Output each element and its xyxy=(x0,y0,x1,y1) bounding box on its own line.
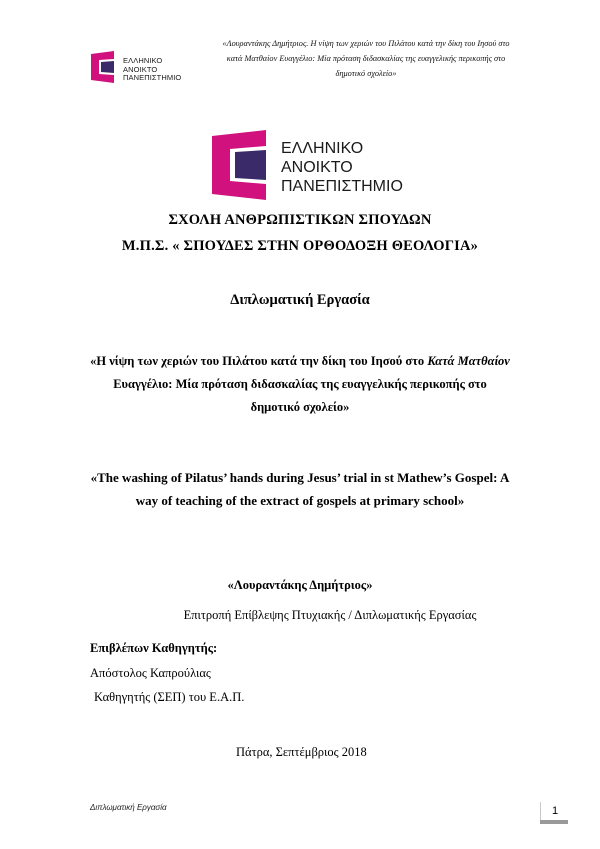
university-logo-large-mark-icon xyxy=(208,130,274,200)
author-name: «Λουραντάκης Δημήτριος» xyxy=(227,578,373,592)
header-note-line-1: «Λουραντάκης Δημήτριος. Η νίψη των χεριών του Πιλάτου κατά την δίκη του Ιησού στο xyxy=(222,39,510,48)
supervision-committee-label: Επιτροπή Επίβλεψης Πτυχιακής / Διπλωματικής Εργασίας xyxy=(183,608,477,622)
page-number: 1 xyxy=(540,802,569,820)
logo-line-3: ΠΑΝΕΠΙΣΤΗΜΙΟ xyxy=(123,73,182,83)
school-name: ΣΧΟΛΗ ΑΝΘΡΩΠΙΣΤΙΚΩΝ ΣΠΟΥΔΩΝ xyxy=(168,212,432,228)
header-note-line-3: δημοτικό σχολείο» xyxy=(335,69,397,78)
english-thesis-title: «The washing of Pilatus’ hands during Jesus’ trial in st Mathew’s Gospel: A way of teaching of the extract of gospels at primary school» xyxy=(90,470,510,508)
supervisor-title: Καθηγητής (ΣΕΠ) του Ε.Α.Π. xyxy=(94,690,245,704)
greek-title-part-1: «Η νίψη των χεριών του Πιλάτου κατά την δίκη του Ιησού στο xyxy=(90,354,428,368)
footer-document-type: Διπλωματική Εργασία xyxy=(90,803,167,812)
greek-title-gospel-name: Κατά Ματθαίον xyxy=(427,354,510,368)
main-logo-wordmark xyxy=(281,139,403,196)
supervisor-label: Επιβλέπων Καθηγητής: xyxy=(90,641,218,655)
place-and-date: Πάτρα, Σεπτέμβριος 2018 xyxy=(236,745,367,759)
supervisor-name: Απόστολος Καπρούλιας xyxy=(90,666,211,680)
main-logo-line-3: ΠΑΝΕΠΙΣΤΗΜΙΟ xyxy=(281,178,403,195)
main-logo-line-1: ΕΛΛΗΝΙΚΟ xyxy=(281,140,364,157)
greek-title-part-3: Ευαγγέλιο: Μία πρόταση διδασκαλίας της ευαγγελικής περικοπής στο δημοτικό σχολείο» xyxy=(113,377,487,414)
main-logo-line-2: ΑΝΟΙΚΤΟ xyxy=(281,159,353,176)
logo-line-1: ΕΛΛΗΝΙΚΟ xyxy=(123,56,163,65)
greek-thesis-title xyxy=(90,350,510,419)
header-citation-note xyxy=(196,36,536,81)
logo-line-2: ΑΝΟΙΚΤΟ xyxy=(123,64,158,74)
main-university-logo xyxy=(208,130,403,200)
program-name: Μ.Π.Σ. « ΣΠΟΥΔΕΣ ΣΤΗΝ ΟΡΘΟΔΟΞΗ ΘΕΟΛΟΓΙΑ» xyxy=(121,238,479,254)
header-note-line-2: κατά Ματθαίον Ευαγγέλιο: Μία πρόταση διδασκαλίας της ευαγγελικής περικοπής στο xyxy=(226,54,506,63)
page-number-underline xyxy=(540,820,568,824)
university-logo-mark-icon xyxy=(88,51,118,83)
header-university-logo xyxy=(88,51,181,83)
header-logo-wordmark xyxy=(123,57,181,83)
thesis-label: Διπλωματική Εργασία xyxy=(230,292,370,308)
